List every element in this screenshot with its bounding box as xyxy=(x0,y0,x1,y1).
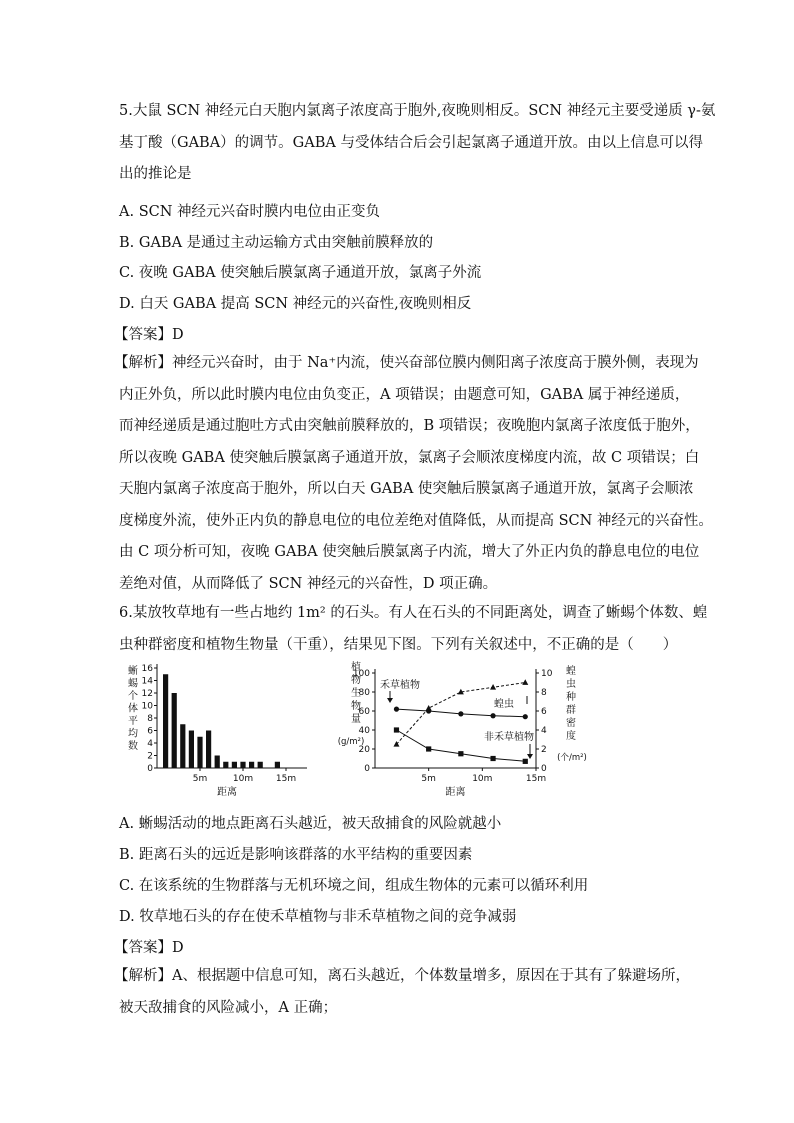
left-y-label-char: 植 xyxy=(351,662,361,673)
bar xyxy=(215,756,220,769)
series-label: 非禾草植物 xyxy=(484,732,534,743)
analysis-line: 度梯度外流，使外正内负的静息电位的电位差绝对值降低，从而提高 SCN 神经元的兴奋性。 xyxy=(119,512,713,529)
data-point xyxy=(426,746,431,751)
left-y-tick-label: 40 xyxy=(358,726,370,736)
x-axis-label: 距离 xyxy=(445,787,466,798)
q6-option-a: A. 蜥蜴活动的地点距离石头越近，被天敌捕食的风险就越小 xyxy=(119,816,502,832)
bar xyxy=(172,693,177,768)
y-axis-label-char: 蜴 xyxy=(128,678,138,690)
analysis-line: 【解析】神经元兴奋时，由于 Na⁺内流，使兴奋部位膜内侧阳离子浓度高于膜外侧，表现为 xyxy=(114,355,699,371)
data-point xyxy=(393,741,399,747)
y-axis-label-char: 均 xyxy=(128,728,138,740)
q6-option-c: C. 在该系统的生物群落与无机环境之间，组成生物体的元素可以循环利用 xyxy=(119,878,589,894)
right-y-tick-label: 6 xyxy=(541,707,547,717)
y-axis-label-char: 平 xyxy=(128,716,138,727)
right-y-tick-label: 4 xyxy=(541,726,547,736)
analysis-line: 天胞内氯离子浓度高于胞外，所以白天 GABA 使突触后膜氯离子通道开放，氯离子会顺浓 xyxy=(119,481,694,497)
data-point xyxy=(522,679,528,685)
q5-option-a: A. SCN 神经元兴奋时膜内电位由正变负 xyxy=(119,204,381,220)
right-y-tick-label: 8 xyxy=(541,688,547,698)
data-point xyxy=(394,707,399,712)
y-tick-label: 14 xyxy=(141,676,153,687)
right-y-label-char: 度 xyxy=(566,731,576,742)
y-axis-label-char: 体 xyxy=(128,703,138,715)
series-label: 蝗虫 xyxy=(494,699,514,710)
data-point xyxy=(426,705,432,711)
q5-stem xyxy=(119,96,716,191)
y-tick-label: 10 xyxy=(141,701,153,712)
q5-answer xyxy=(114,323,184,344)
data-point xyxy=(458,711,463,716)
left-y-label-char: 物 xyxy=(351,675,361,686)
data-point xyxy=(523,759,528,764)
x-tick-label: 10m xyxy=(472,774,493,784)
analysis-line: 由 C 项分析可知，夜晚 GABA 使突触后膜氯离子内流，增大了外正内负的静息电位的电位 xyxy=(119,544,700,560)
data-point xyxy=(490,713,495,718)
bar xyxy=(189,731,194,769)
q6-option-b: B. 距离石头的远近是影响该群落的水平结构的重要因素 xyxy=(119,847,473,863)
analysis-line: 所以夜晚 GABA 使突触后膜氯离子通道开放，氯离子会顺浓度梯度内流，故 C 项错误；白 xyxy=(119,449,700,466)
left-y-label-char: 量 xyxy=(351,714,361,725)
bar xyxy=(180,724,185,768)
bar xyxy=(163,674,168,768)
lizard-bar-chart xyxy=(128,664,307,798)
bar xyxy=(240,762,245,768)
answer-value: D xyxy=(172,940,184,956)
x-tick-label: 15m xyxy=(275,774,297,784)
right-y-label-unit: (个/m²) xyxy=(557,753,587,763)
bar xyxy=(197,737,202,768)
analysis-label: 【解析】 xyxy=(114,968,172,984)
analysis-line: 被天敌捕食的风险减小，A 正确； xyxy=(119,999,338,1016)
y-tick-label: 0 xyxy=(147,764,153,774)
q6-stem xyxy=(119,598,708,661)
analysis-line: 而神经递质是通过胞吐方式由突触前膜释放的，B 项错误；夜晚胞内氯离子浓度低于胞外， xyxy=(119,418,700,434)
left-y-tick-label: 80 xyxy=(358,688,370,698)
bar xyxy=(249,762,254,768)
plant-locust-line-chart xyxy=(338,660,587,798)
data-point xyxy=(458,751,463,756)
data-point xyxy=(490,756,495,761)
q5-analysis xyxy=(114,348,713,600)
x-tick-label: 5m xyxy=(192,774,208,784)
y-tick-label: 16 xyxy=(141,664,153,674)
left-y-tick-label: 20 xyxy=(358,745,370,755)
right-y-label-char: 蝗 xyxy=(566,666,576,677)
answer-value: D xyxy=(172,327,184,343)
analysis-line: 差绝对值，从而降低了 SCN 神经元的兴奋性，D 项正确。 xyxy=(119,575,498,592)
q6-answer xyxy=(114,936,184,957)
answer-label: 【答案】 xyxy=(114,327,172,343)
right-y-tick-label: 10 xyxy=(541,669,553,679)
q6-option-d: D. 牧草地石头的存在使禾草植物与非禾草植物之间的竞争减弱 xyxy=(119,909,517,925)
y-tick-label: 8 xyxy=(147,714,153,724)
bar xyxy=(206,731,211,769)
q5-stem-line: 基丁酸（GABA）的调节。GABA 与受体结合后会引起氯离子通道开放。由以上信息可以得 xyxy=(119,134,703,151)
analysis-line: 内正外负，所以此时膜内电位由负变正，A 项错误；由题意可知，GABA 属于神经递质， xyxy=(119,386,690,403)
annotation-arrowhead xyxy=(387,698,393,703)
analysis-line: 【解析】A、根据题中信息可知，离石头越近，个体数量增多，原因在于其有了躲避场所， xyxy=(114,968,690,984)
y-axis-label-char: 个 xyxy=(128,691,138,702)
x-tick-label: 15m xyxy=(525,774,547,784)
q6-stem-line: 6.某放牧草地有一些占地约 1m² 的石头。有人在石头的不同距离处，调查了蜥蜴个体数、蝗 xyxy=(119,605,708,621)
left-y-tick-label: 60 xyxy=(358,707,370,717)
left-y-label-char: 物 xyxy=(351,701,361,712)
y-tick-label: 2 xyxy=(147,751,153,762)
annotation-arrowhead xyxy=(527,754,533,759)
data-point xyxy=(523,714,528,719)
left-y-label-char: 生 xyxy=(351,688,361,699)
right-y-tick-label: 0 xyxy=(541,764,547,774)
series-label: 禾草植物 xyxy=(380,680,420,691)
bar xyxy=(223,762,228,768)
q6-analysis xyxy=(114,961,690,1024)
bar xyxy=(275,762,280,768)
q5-stem-line: 出的推论是 xyxy=(119,166,192,182)
data-point xyxy=(490,684,496,690)
y-axis-label-char: 蜥 xyxy=(128,666,138,677)
y-tick-label: 6 xyxy=(147,726,153,737)
left-y-label-unit: (g/m²) xyxy=(337,737,365,747)
q5-option-d: D. 白天 GABA 提高 SCN 神经元的兴奋性,夜晚则相反 xyxy=(119,296,472,312)
q5-stem-line: 5.大鼠 SCN 神经元白天胞内氯离子浓度高于胞外,夜晚则相反。SCN 神经元主要受递质 γ-氨 xyxy=(119,103,716,119)
y-axis-label-char: 数 xyxy=(128,741,138,752)
answer-label: 【答案】 xyxy=(114,940,172,956)
q6-stem-line: 虫种群密度和植物生物量（干重），结果见下图。下列有关叙述中，不正确的是（ ） xyxy=(119,636,678,653)
bar xyxy=(232,762,237,768)
left-y-tick-label: 100 xyxy=(352,669,370,679)
data-point xyxy=(394,727,399,732)
right-y-label-char: 虫 xyxy=(566,679,576,690)
left-y-tick-label: 0 xyxy=(364,764,370,774)
right-y-label-char: 群 xyxy=(566,705,576,716)
right-y-tick-label: 2 xyxy=(541,745,547,755)
right-y-label-char: 密 xyxy=(566,718,576,729)
figure-area xyxy=(0,658,794,828)
analysis-label: 【解析】 xyxy=(114,355,172,371)
q5-option-c: C. 夜晚 GABA 使突触后膜氯离子通道开放，氯离子外流 xyxy=(119,265,482,281)
right-y-label-char: 种 xyxy=(566,692,576,703)
q5-option-b: B. GABA 是通过主动运输方式由突触前膜释放的 xyxy=(119,235,434,251)
x-axis-label: 距离 xyxy=(217,787,237,798)
x-tick-label: 5m xyxy=(421,774,436,784)
bar xyxy=(258,762,263,768)
x-tick-label: 10m xyxy=(232,774,254,784)
y-tick-label: 4 xyxy=(147,739,153,749)
y-tick-label: 12 xyxy=(141,689,153,699)
